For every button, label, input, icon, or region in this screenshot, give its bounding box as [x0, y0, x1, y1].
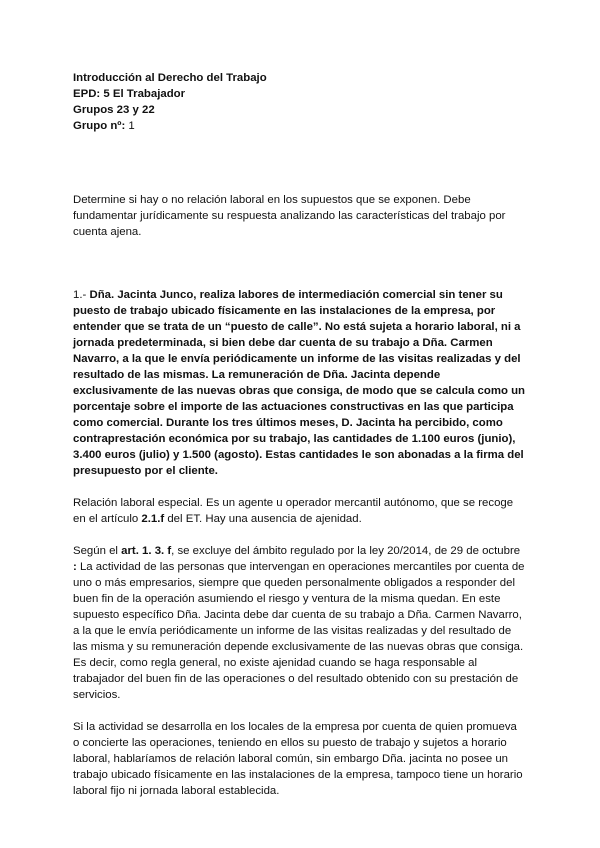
case-1-statement [73, 287, 526, 479]
group-number-label: Grupo nº: [73, 120, 126, 132]
epd-title: EPD: 5 El Trabajador [73, 88, 186, 100]
answer-2-after: La actividad de las personas que intervengan en operaciones mercantiles por cuenta de uno o más empresarios, siempre que queden personalmente obligados a responder del buen fin de la operación asumiendo el riesgo y ventura de la misma quedan. En este supuesto específico Dña. Jacinta debe dar cuenta de su trabajo a Dña. Carmen Navarro, a la que le envía periódicamente un informe de las visitas realizadas y del resultado de las misma y su remuneración depende exclusivamente de las nuevas obras que consiga. Es decir, como regla general, no existe ajenidad cuando se haga responsable al trabajador del buen fin de las operaciones o del resultado obtenido con su prestación de servicios. [73, 561, 525, 701]
group-number-value: 1 [125, 120, 135, 132]
answer-2-article: art. 1. 3. f [121, 545, 172, 557]
answer-1-article: 2.1.f [141, 513, 165, 525]
case-1-number: 1.- [73, 289, 90, 301]
case-1-text: Dña. Jacinta Junco, realiza labores de intermediación comercial sin tener su puesto de trabajo ubicado físicamente en las instalaciones de la empresa, por entender que se trata de un “puesto de calle”. No está sujeta a horario laboral, ni a jornada predeterminada, si bien debe dar cuenta de su trabajo a Dña. Carmen Navarro, a la que le envía periódicamente un informe de las visitas realizadas y del resultado de las mismas. La remuneración de Dña. Jacinta depende exclusivamente de las nuevas obras que consiga, de modo que se calcula como un porcentaje sobre el importe de las actuaciones constructivas en las que participa como comercial. Durante los tres últimos meses, D. Jacinta ha percibido, como contraprestación económica por su trabajo, las cantidades de 1.100 euros (junio), 3.400 euros (julio) y 1.500 (agosto). Estas cantidades le son abonadas a la firma del presupuesto por el cliente. [73, 289, 525, 477]
answer-2-colon: : [73, 561, 77, 573]
answer-1-before: Relación laboral especial. Es un agente u operador mercantil autónomo, que se recoge en el artículo [73, 497, 514, 525]
document-header [73, 70, 526, 134]
instructions-paragraph: Determine si hay o no relación laboral en los supuestos que se exponen. Debe fundamentar jurídicamente su respuesta analizando las características del trabajo por cuenta ajena. [73, 194, 506, 238]
answer-paragraph-3: Si la actividad se desarrolla en los locales de la empresa por cuenta de quien promueva o concierte las operaciones, teniendo en ellos su puesto de trabajo y sujetos a horario laboral, hablaríamos de relación laboral común, sin embargo Dña. jacinta no posee un trabajo ubicado físicamente en las instalaciones de la empresa, tampoco tiene un horario laboral fijo ni jornada laboral establecida. [73, 721, 523, 797]
answer-1-after: del ET. Hay una ausencia de ajenidad. [164, 513, 362, 525]
answer-2-middle: , se excluye del ámbito regulado por la ley 20/2014, de 29 de octubre [171, 545, 521, 557]
answer-2-before: Según el [73, 545, 122, 557]
answer-paragraph-2 [73, 543, 526, 703]
answer-paragraph-1 [73, 495, 526, 527]
course-title: Introducción al Derecho del Trabajo [73, 72, 267, 84]
groups-line: Grupos 23 y 22 [73, 104, 155, 116]
group-number-line [73, 118, 526, 134]
